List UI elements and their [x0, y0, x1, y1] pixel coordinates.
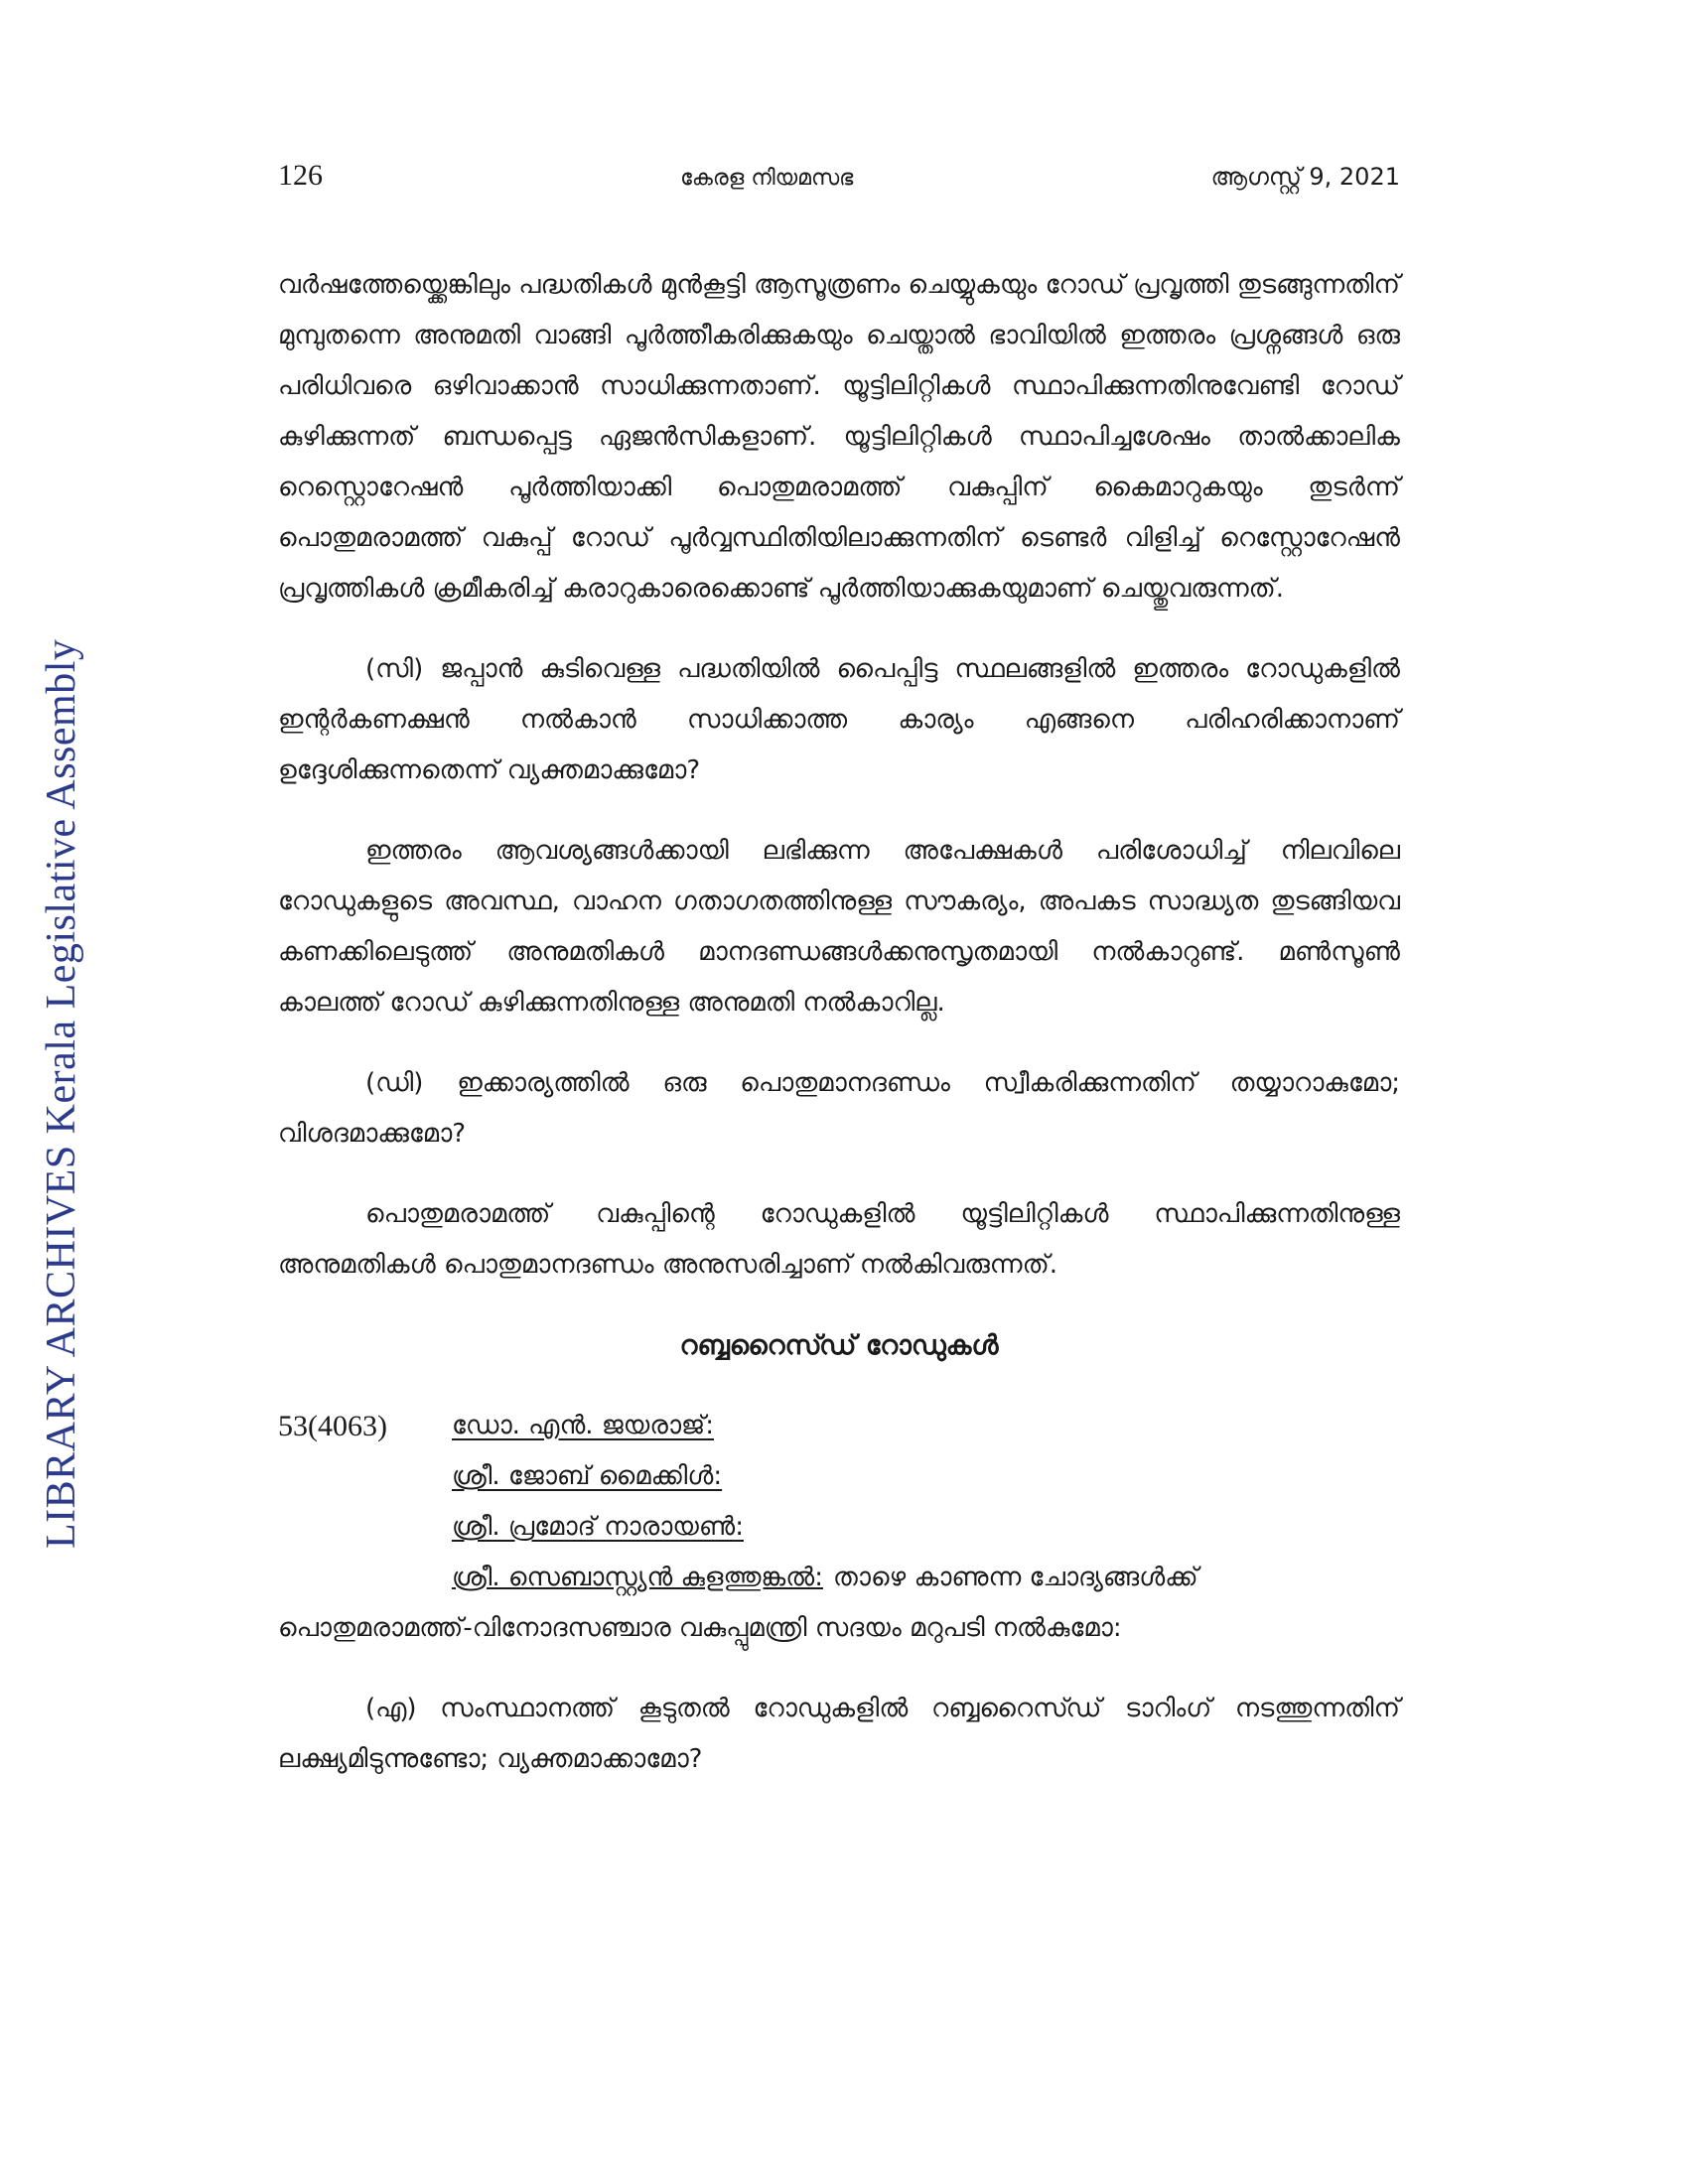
page-body [278, 260, 1400, 1785]
page-header [278, 159, 1400, 193]
member-name: ശ്രീ. ജോബ് മൈക്കിൾ: [452, 1461, 723, 1491]
page-number: 126 [278, 159, 323, 192]
member-name: ശ്രീ. സെബാസ്റ്റ്യൻ കുളത്തുങ്കൽ: താഴെ കാണുന്ന ചോദ്യങ്ങൾക്ക് [452, 1563, 1198, 1592]
member-list [452, 1401, 1400, 1603]
question-block [278, 1401, 1400, 1603]
session-date: ആഗസ്റ്റ് 9, 2021 [1210, 163, 1400, 191]
member-name: ഡോ. എൻ. ജയരാജ്: [452, 1411, 714, 1440]
answer-c: ഇത്തരം ആവശ്യങ്ങൾക്കായി ലഭിക്കുന്ന അപേക്ഷകൾ പരിശോധിച്ച് നിലവിലെ റോഡുകളുടെ അവസ്ഥ, വാഹന ഗതാഗതത്തിനുള്ള സൗകര്യം, അപകട സാദ്ധ്യത തുടങ്ങിയവ കണക്കിലെടുത്ത് അനുമതികൾ മാനദണ്ഡങ്ങൾക്കനുസൃതമായി നൽകാറുണ്ട്. മൺസൂൺ കാലത്ത് റോഡ് കുഴിക്കുന്നതിനുള്ള അനുമതി നൽകാറില്ല. [278, 836, 1400, 1018]
section-heading: റബ്ബറൈസ്ഡ് റോഡുകൾ [679, 1330, 999, 1361]
answer-paragraph-b-continued: വർഷത്തേയ്ക്കെങ്കിലും പദ്ധതികൾ മുൻകൂട്ടി ആസൂത്രണം ചെയ്യുകയും റോഡ് പ്രവൃത്തി തുടങ്ങുന്നതിന് മുമ്പുതന്നെ അനുമതി വാങ്ങി പൂർത്തീകരിക്കുകയും ചെയ്താൽ ഭാവിയിൽ ഇത്തരം പ്രശ്നങ്ങൾ ഒരു പരിധിവരെ ഒഴിവാക്കാൻ സാധിക്കുന്നതാണ്. യൂട്ടിലിറ്റികൾ സ്ഥാപിക്കുന്നതിനുവേണ്ടി റോഡ് കുഴിക്കുന്നത് ബന്ധപ്പെട്ട ഏജൻസികളാണ്. യൂട്ടിലിറ്റികൾ സ്ഥാപിച്ചശേഷം താൽക്കാലിക റെസ്റ്റൊറേഷൻ പൂർത്തിയാക്കി പൊതുമരാമത്ത് വകുപ്പിന് കൈമാറുകയും തുടർന്ന് പൊതുമരാമത്ത് വകുപ്പ് റോഡ് പൂർവ്വസ്ഥിതിയിലാക്കുന്നതിന് ടെണ്ടർ വിളിച്ച് റെസ്റ്റോറേഷൻ പ്രവൃത്തികൾ ക്രമീകരിച്ച് കരാറുകാരെക്കൊണ്ട് പൂർത്തിയാക്കുകയുമാണ് ചെയ്തുവരുന്നത്. [278, 270, 1400, 604]
document-title: കേരള നിയമസഭ [680, 166, 854, 191]
question-c: (സി) ജപ്പാൻ കുടിവെള്ള പദ്ധതിയിൽ പൈപ്പിട്ട സ്ഥലങ്ങളിൽ ഇത്തരം റോഡുകളിൽ ഇന്റർകണക്ഷൻ നൽകാൻ സാധിക്കാത്ത കാര്യം എങ്ങനെ പരിഹരിക്കാനാണ് ഉദ്ദേശിക്കുന്നതെന്ന് വ്യക്തമാക്കുമോ? [278, 654, 1400, 785]
question-number: 53(4063) [278, 1410, 387, 1442]
question-d: (ഡി) ഇക്കാര്യത്തിൽ ഒരു പൊതുമാനദണ്ഡം സ്വീകരിക്കുന്നതിന് തയ്യാറാകുമോ; വിശദമാക്കുമോ? [278, 1068, 1400, 1149]
answer-d: പൊതുമരാമത്ത് വകുപ്പിന്റെ റോഡുകളിൽ യൂട്ടിലിറ്റികൾ സ്ഥാപിക്കുന്നതിനുള്ള അനുമതികൾ പൊതുമാനദണ്ഡം അനുസരിച്ചാണ് നൽകിവരുന്നത്. [278, 1199, 1400, 1280]
minister-addressed: പൊതുമരാമത്ത്-വിനോദസഞ്ചാര വകുപ്പുമന്ത്രി സദയം മറുപടി നൽകുമോ: [278, 1613, 1122, 1643]
member-name: ശ്രീ. പ്രമോദ് നാരായൺ: [452, 1512, 744, 1542]
question-lead-in: താഴെ കാണുന്ന ചോദ്യങ്ങൾക്ക് [832, 1563, 1198, 1592]
question-a: (എ) സംസ്ഥാനത്ത് കൂടുതൽ റോഡുകളിൽ റബ്ബറൈസ്ഡ് ടാറിംഗ് നടത്തുന്നതിന് ലക്ഷ്യമിടുന്നുണ്ടോ; വ്യക്തമാക്കാമോ? [278, 1694, 1400, 1774]
archive-watermark: LIBRARY ARCHIVES Kerala Legislative Assembly [39, 638, 84, 1549]
